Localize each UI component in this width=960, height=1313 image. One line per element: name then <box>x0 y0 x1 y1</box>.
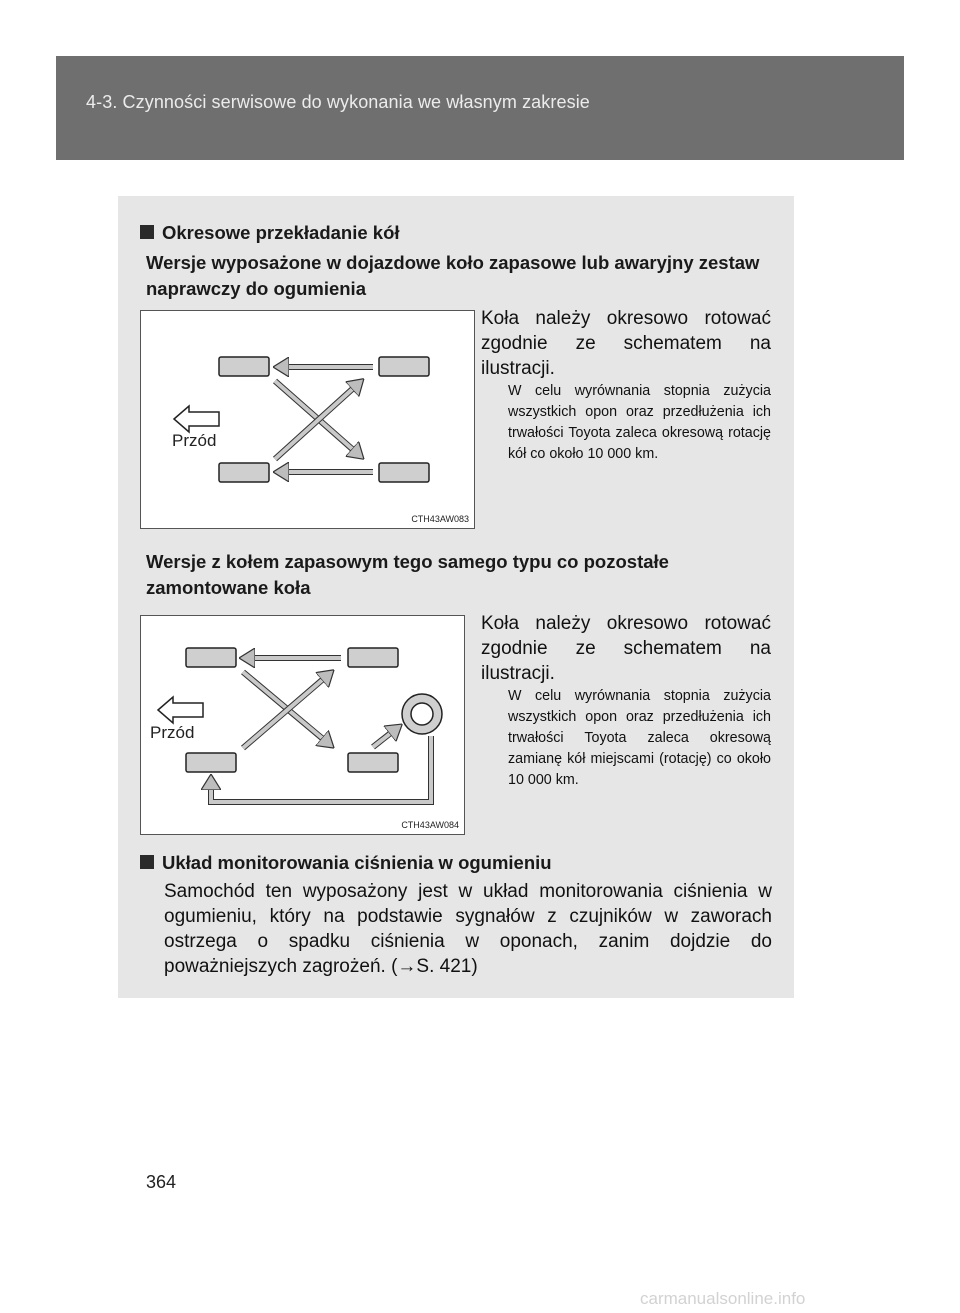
tire-rear-left <box>219 463 269 482</box>
section-title: 4-3. Czynności serwisowe do wykonania we własnym zakresie <box>86 92 590 112</box>
variant1-lead: Koła należy okresowo rotować zgodnie ze schematem na ilustracji. <box>481 308 771 379</box>
tire-rear-right <box>379 463 429 482</box>
front-label: Przód <box>172 431 217 450</box>
section-header <box>56 56 904 160</box>
tire-front-right <box>348 648 398 667</box>
tire-rear-right <box>348 753 398 772</box>
front-arrow-icon <box>174 406 219 432</box>
variant2-lead: Koła należy okresowo rotować zgodnie ze schematem na ilustracji. <box>481 613 771 684</box>
page-number: 364 <box>146 1172 177 1192</box>
rotation-heading <box>140 220 400 246</box>
tire-front-left <box>219 357 269 376</box>
variant1-heading: Wersje wyposażone w dojazdowe koło zapasowe lub awaryjny zestaw naprawczy do ogumienia <box>146 252 760 299</box>
tpms-text: Samochód ten wyposażony jest w układ monitorowania ciśnienia w ogumieniu, który na podstawie sygnałów z czujników w zaworach ostrzega o spadku ciśnienia w oponach, zanim dojdzie do poważniejszych zagrożeń. (→S. 421) <box>164 881 772 977</box>
tire-rear-left <box>186 753 236 772</box>
arrow-rr-to-spare <box>373 729 396 747</box>
figure-code: CTH43AW084 <box>401 820 459 830</box>
front-arrow-icon <box>158 697 203 723</box>
figure-code: CTH43AW083 <box>411 514 469 524</box>
tpms-heading <box>140 850 552 876</box>
front-label: Przód <box>150 723 195 742</box>
bullet-square-icon <box>140 855 154 869</box>
bullet-square-icon <box>140 225 154 239</box>
tire-front-left <box>186 648 236 667</box>
rotation-diagram-1-graphic <box>141 311 474 528</box>
rotation-diagram-1 <box>140 310 475 529</box>
variant1-note: W celu wyrównania stopnia zużycia wszystkich opon oraz przedłużenia ich trwałości Toyota zaleca okresową rotację kół co około 10 000 km. <box>508 383 771 462</box>
variant2-note: W celu wyrównania stopnia zużycia wszystkich opon oraz przedłużenia ich trwałości Toyota zaleca okresową zamianę kół miejscami (rotację) co około 10 000 km. <box>508 688 771 788</box>
variant2-heading: Wersje z kołem zapasowym tego samego typu co pozostałe zamontowane koła <box>146 551 669 598</box>
tpms-title: Układ monitorowania ciśnienia w ogumieniu <box>162 852 552 873</box>
tire-front-right <box>379 357 429 376</box>
rotation-diagram-2 <box>140 615 465 835</box>
rotation-title: Okresowe przekładanie kół <box>162 222 400 243</box>
watermark: carmanualsonline.info <box>640 1289 806 1308</box>
